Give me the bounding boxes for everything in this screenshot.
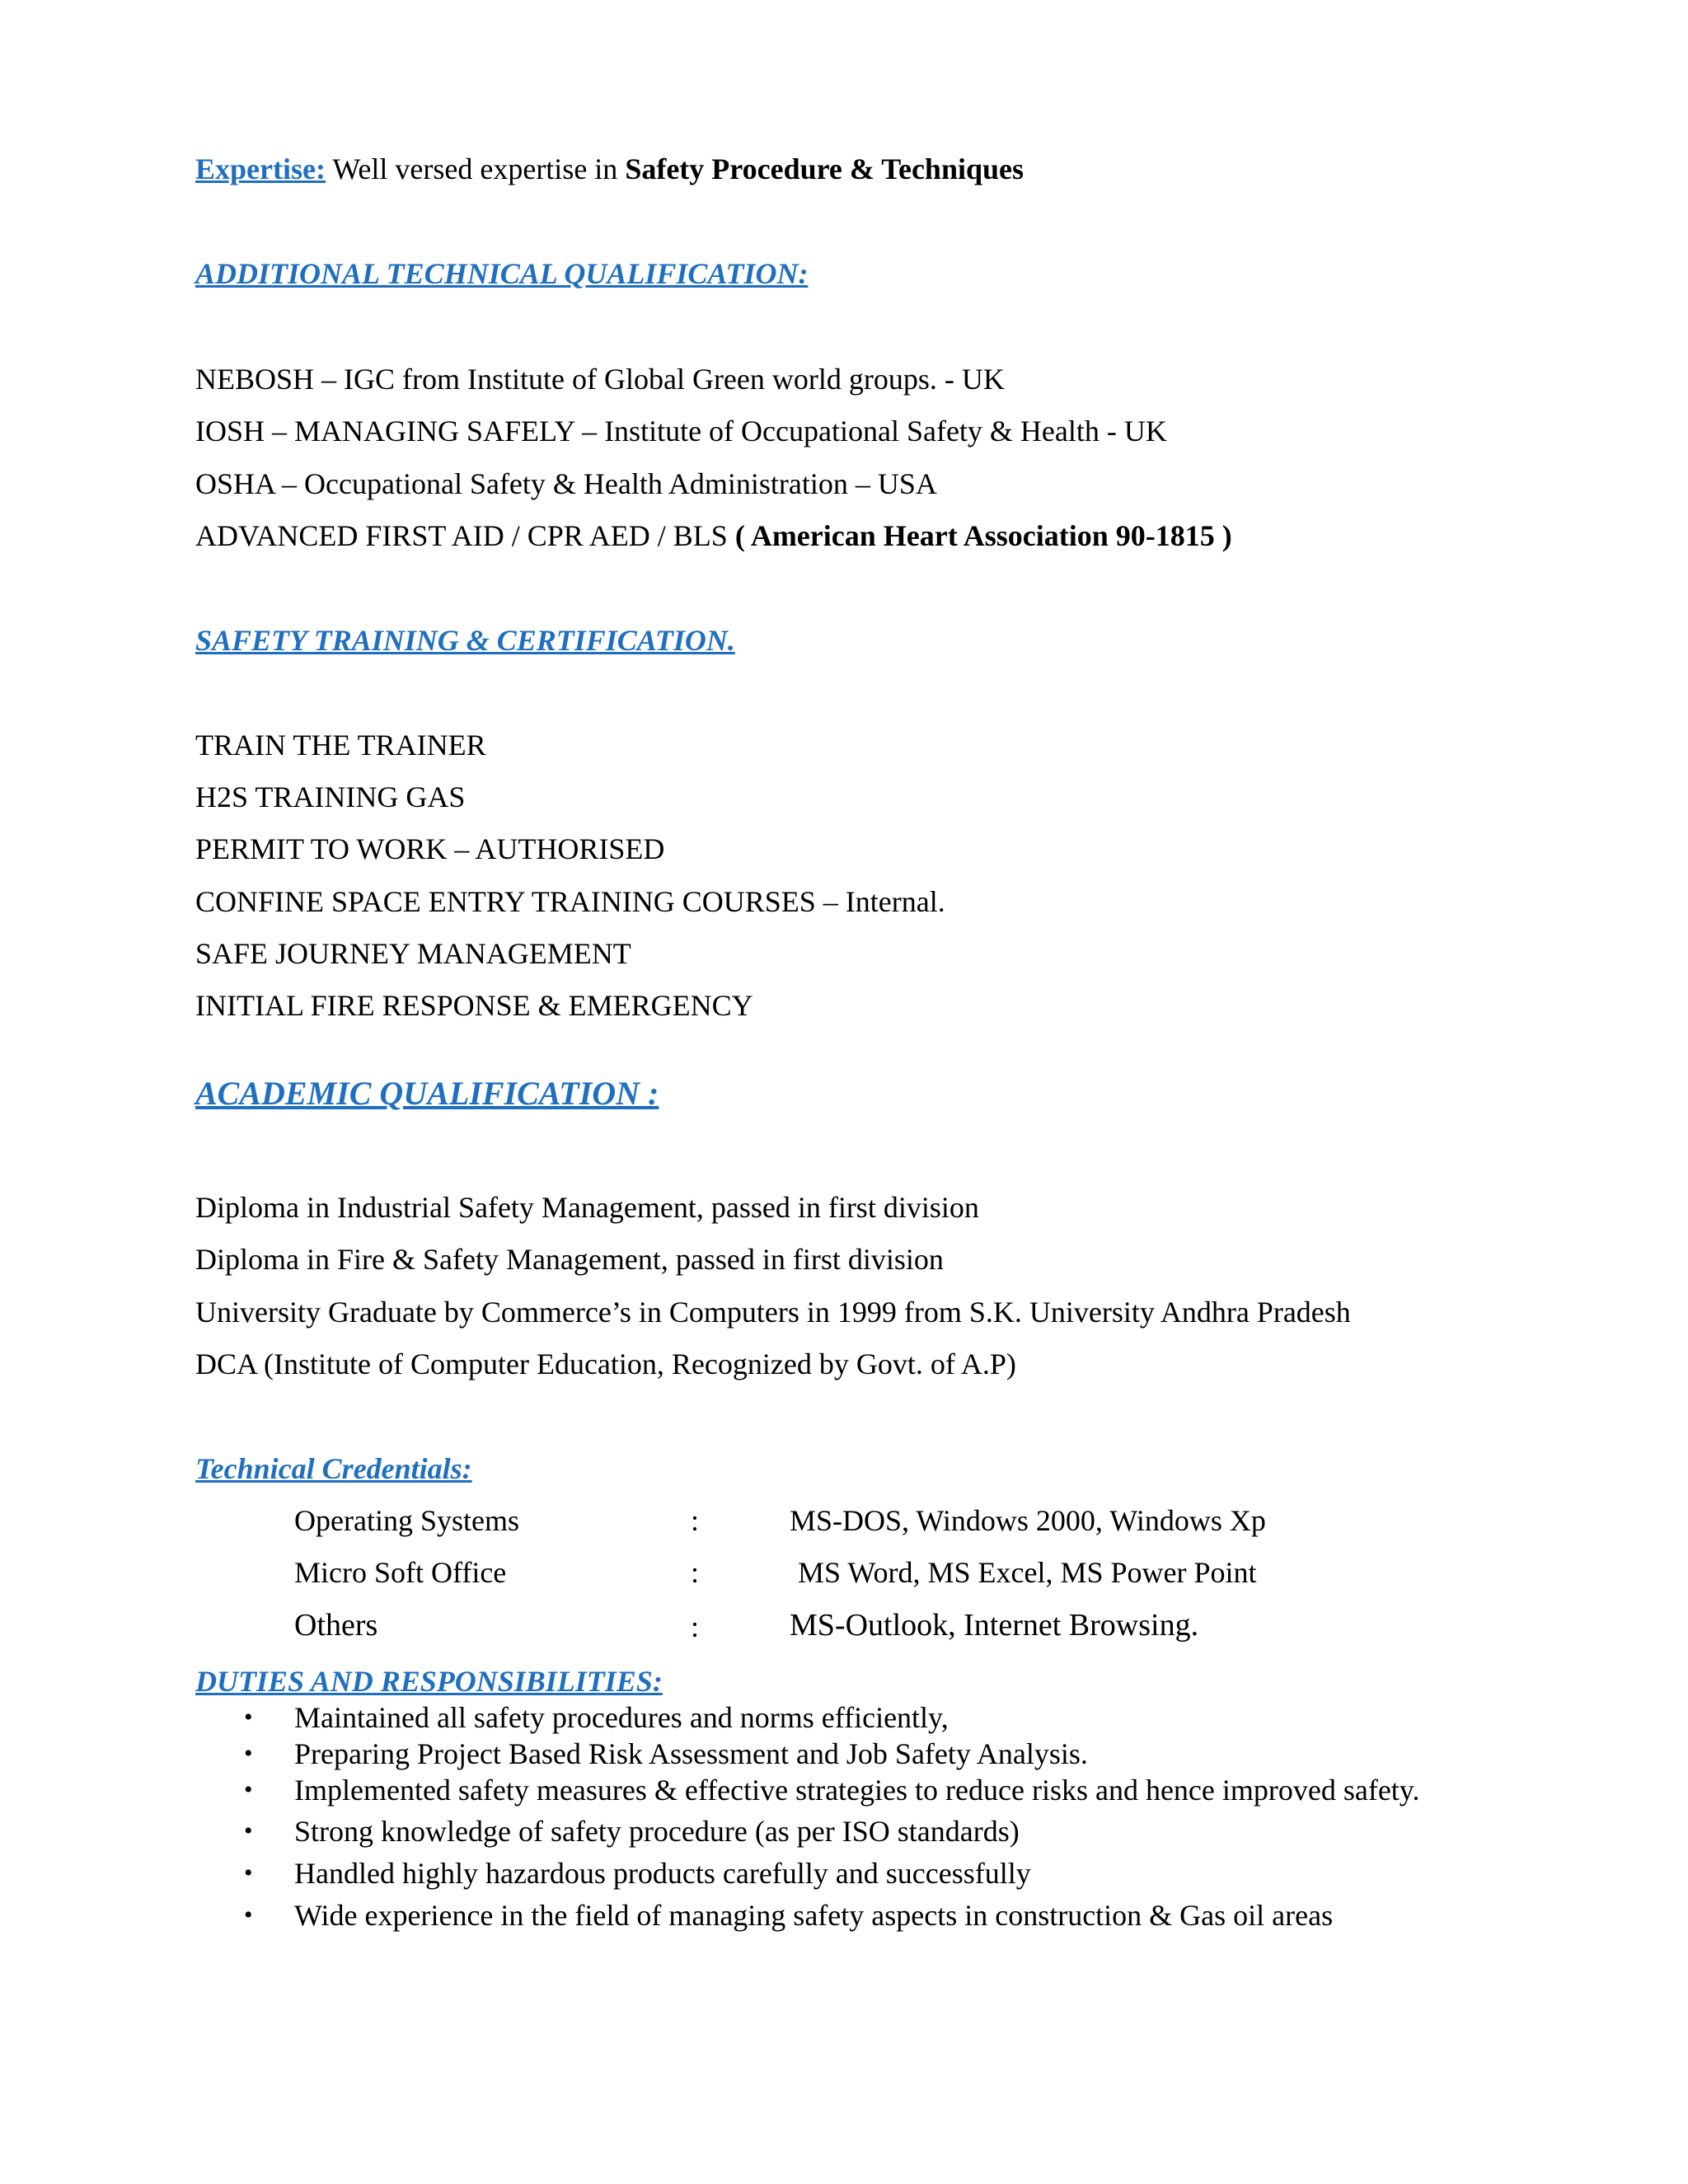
- additional-technical-qualification-heading: ADDITIONAL TECHNICAL QUALIFICATION:: [195, 257, 809, 290]
- qualification-item: OSHA – Occupational Safety & Health Administration – USA: [195, 467, 937, 500]
- bullet-icon: •: [244, 1776, 253, 1803]
- duty-item: Handled highly hazardous products carefully and successfully: [294, 1857, 1031, 1890]
- bullet-icon: •: [244, 1859, 253, 1886]
- credential-separator: :: [691, 1556, 700, 1589]
- duty-item: Preparing Project Based Risk Assessment and Job Safety Analysis.: [294, 1737, 1088, 1770]
- credential-value: MS-DOS, Windows 2000, Windows Xp: [790, 1504, 1266, 1537]
- technical-credentials-heading: Technical Credentials:: [195, 1452, 472, 1485]
- expertise-line: [195, 151, 1024, 187]
- expertise-text: Well versed expertise in: [332, 152, 618, 185]
- credential-separator: :: [691, 1504, 700, 1537]
- expertise-bold: Safety Procedure & Techniques: [625, 152, 1024, 185]
- training-item: CONFINE SPACE ENTRY TRAINING COURSES – Internal.: [195, 885, 945, 918]
- credential-label: Operating Systems: [294, 1504, 519, 1537]
- academic-item: DCA (Institute of Computer Education, Recognized by Govt. of A.P): [195, 1347, 1016, 1380]
- academic-item: Diploma in Industrial Safety Management, passed in first division: [195, 1191, 979, 1224]
- bullet-icon: •: [244, 1704, 253, 1731]
- credential-value: MS Word, MS Excel, MS Power Point: [798, 1556, 1257, 1589]
- qualification-item: IOSH – MANAGING SAFELY – Institute of Occupational Safety & Health - UK: [195, 415, 1167, 448]
- first-aid-text: ADVANCED FIRST AID / CPR AED / BLS: [195, 519, 728, 552]
- training-item: SAFE JOURNEY MANAGEMENT: [195, 937, 631, 970]
- credential-value: MS-Outlook, Internet Browsing.: [790, 1608, 1199, 1643]
- academic-item: Diploma in Fire & Safety Management, passed in first division: [195, 1243, 944, 1276]
- academic-item: University Graduate by Commerce’s in Computers in 1999 from S.K. University Andhra Pradesh: [195, 1296, 1351, 1329]
- training-item: PERMIT TO WORK – AUTHORISED: [195, 832, 665, 865]
- safety-training-heading: SAFETY TRAINING & CERTIFICATION.: [195, 624, 735, 657]
- duty-item: Strong knowledge of safety procedure (as per ISO standards): [294, 1815, 1020, 1848]
- duty-item: Implemented safety measures & effective strategies to reduce risks and hence improved safety.: [294, 1774, 1420, 1807]
- bullet-icon: •: [244, 1740, 253, 1767]
- duties-heading: DUTIES AND RESPONSIBILITIES:: [195, 1665, 663, 1698]
- training-item: TRAIN THE TRAINER: [195, 729, 486, 762]
- credential-separator: :: [691, 1610, 700, 1643]
- training-item: INITIAL FIRE RESPONSE & EMERGENCY: [195, 989, 753, 1022]
- training-item: H2S TRAINING GAS: [195, 780, 466, 813]
- qualification-item-first-aid: [195, 518, 1232, 554]
- qualification-item: NEBOSH – IGC from Institute of Global Green world groups. - UK: [195, 363, 1005, 396]
- credential-label: Others: [294, 1608, 378, 1643]
- duty-item: Maintained all safety procedures and norms efficiently,: [294, 1701, 949, 1734]
- expertise-label: Expertise:: [195, 152, 326, 185]
- academic-qualification-heading: ACADEMIC QUALIFICATION :: [195, 1075, 659, 1112]
- duty-item: Wide experience in the field of managing safety aspects in construction & Gas oil areas: [294, 1899, 1334, 1932]
- bullet-icon: •: [244, 1817, 253, 1844]
- first-aid-bold: ( American Heart Association 90-1815 ): [734, 519, 1232, 552]
- credential-label: Micro Soft Office: [294, 1556, 507, 1589]
- bullet-icon: •: [244, 1901, 253, 1929]
